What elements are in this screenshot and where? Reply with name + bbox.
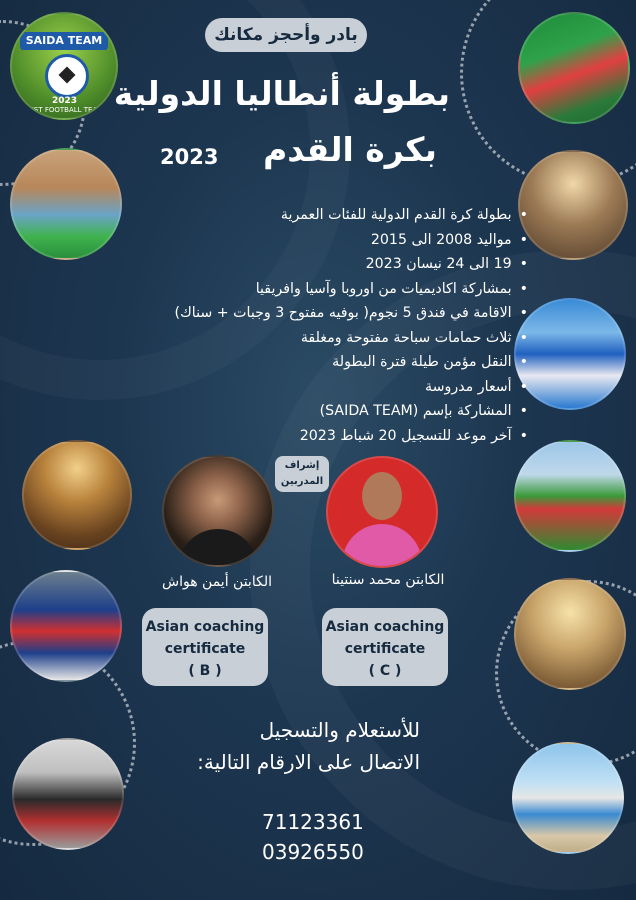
list-item: • الاقامة في فندق 5 نجوم( بوفيه مفتوح 3 وجبات + سناك) xyxy=(108,301,528,326)
team-logo xyxy=(10,12,118,120)
photo-training-pitch xyxy=(514,440,626,552)
photo-hotel-lobby xyxy=(518,150,628,260)
logo-ribbon: BEST FOOTBALL TEAM xyxy=(24,106,104,114)
coach-c-photo xyxy=(326,456,438,568)
list-item: • النقل مؤمن طيلة فترة البطولة xyxy=(108,350,528,375)
list-item: • بطولة كرة القدم الدولية للفئات العمرية xyxy=(108,203,528,228)
list-item: • المشاركة بإسم (SAIDA TEAM) xyxy=(108,399,528,424)
photo-water-slides xyxy=(514,298,626,410)
contact-heading: للأستعلام والتسجيل xyxy=(259,718,420,742)
cert-title: Asian coaching xyxy=(325,619,445,635)
title-year: 2023 xyxy=(160,145,219,169)
cert-title: Asian coaching xyxy=(145,619,265,635)
book-now-badge: بادر وأحجز مكانك xyxy=(205,18,367,52)
details-list xyxy=(108,203,528,448)
page-title: بطولة أنطاليا الدولية xyxy=(113,74,450,113)
coach-c-shirt xyxy=(342,524,422,568)
photo-hotel-restaurant xyxy=(22,440,132,550)
list-item: • ثلاث حمامات سباحة مفتوحة ومغلقة xyxy=(108,326,528,351)
photo-hotel-pool xyxy=(10,148,122,260)
coach-c-certificate xyxy=(322,608,448,686)
coach-b-photo xyxy=(162,455,274,567)
supervision-badge xyxy=(275,456,329,492)
contact-subheading: الاتصال على الارقام التالية: xyxy=(197,750,420,774)
page-subtitle: بكرة القدم xyxy=(263,130,437,169)
coach-b-shirt xyxy=(178,529,258,567)
coach-c-name: الكابتن محمد سنتينا xyxy=(331,572,445,588)
photo-players-street xyxy=(12,738,124,850)
cert-level: ( C ) xyxy=(368,663,402,679)
cert-level: ( B ) xyxy=(188,663,222,679)
list-item: • آخر موعد للتسجيل 20 شباط 2023 xyxy=(108,424,528,449)
photo-beach xyxy=(512,742,624,854)
coach-b-certificate xyxy=(142,608,268,686)
cert-subtitle: certificate xyxy=(344,641,426,657)
list-item: • أسعار مدروسة xyxy=(108,375,528,400)
logo-year: 2023 xyxy=(52,96,78,106)
football-icon xyxy=(45,54,89,98)
supervision-line1: إشراف xyxy=(284,460,320,471)
list-item: • بمشاركة اكاديميات من اوروبا وآسيا وافريقيا xyxy=(108,277,528,302)
photo-hotel-hall xyxy=(514,578,626,690)
coach-c-head xyxy=(362,472,402,520)
coach-b-name: الكابتن أيمن هواش xyxy=(162,574,272,590)
photo-team-group xyxy=(10,570,122,682)
phone-number[interactable]: 03926550 xyxy=(262,840,364,864)
cert-subtitle: certificate xyxy=(164,641,246,657)
photo-player-kicking xyxy=(518,12,630,124)
list-item: • مواليد 2008 الى 2015 xyxy=(108,228,528,253)
phone-number[interactable]: 71123361 xyxy=(262,810,364,834)
supervision-line2: المدربين xyxy=(280,476,324,487)
logo-banner: SAIDA TEAM xyxy=(20,32,108,50)
list-item: • 19 الى 24 نيسان 2023 xyxy=(108,252,528,277)
